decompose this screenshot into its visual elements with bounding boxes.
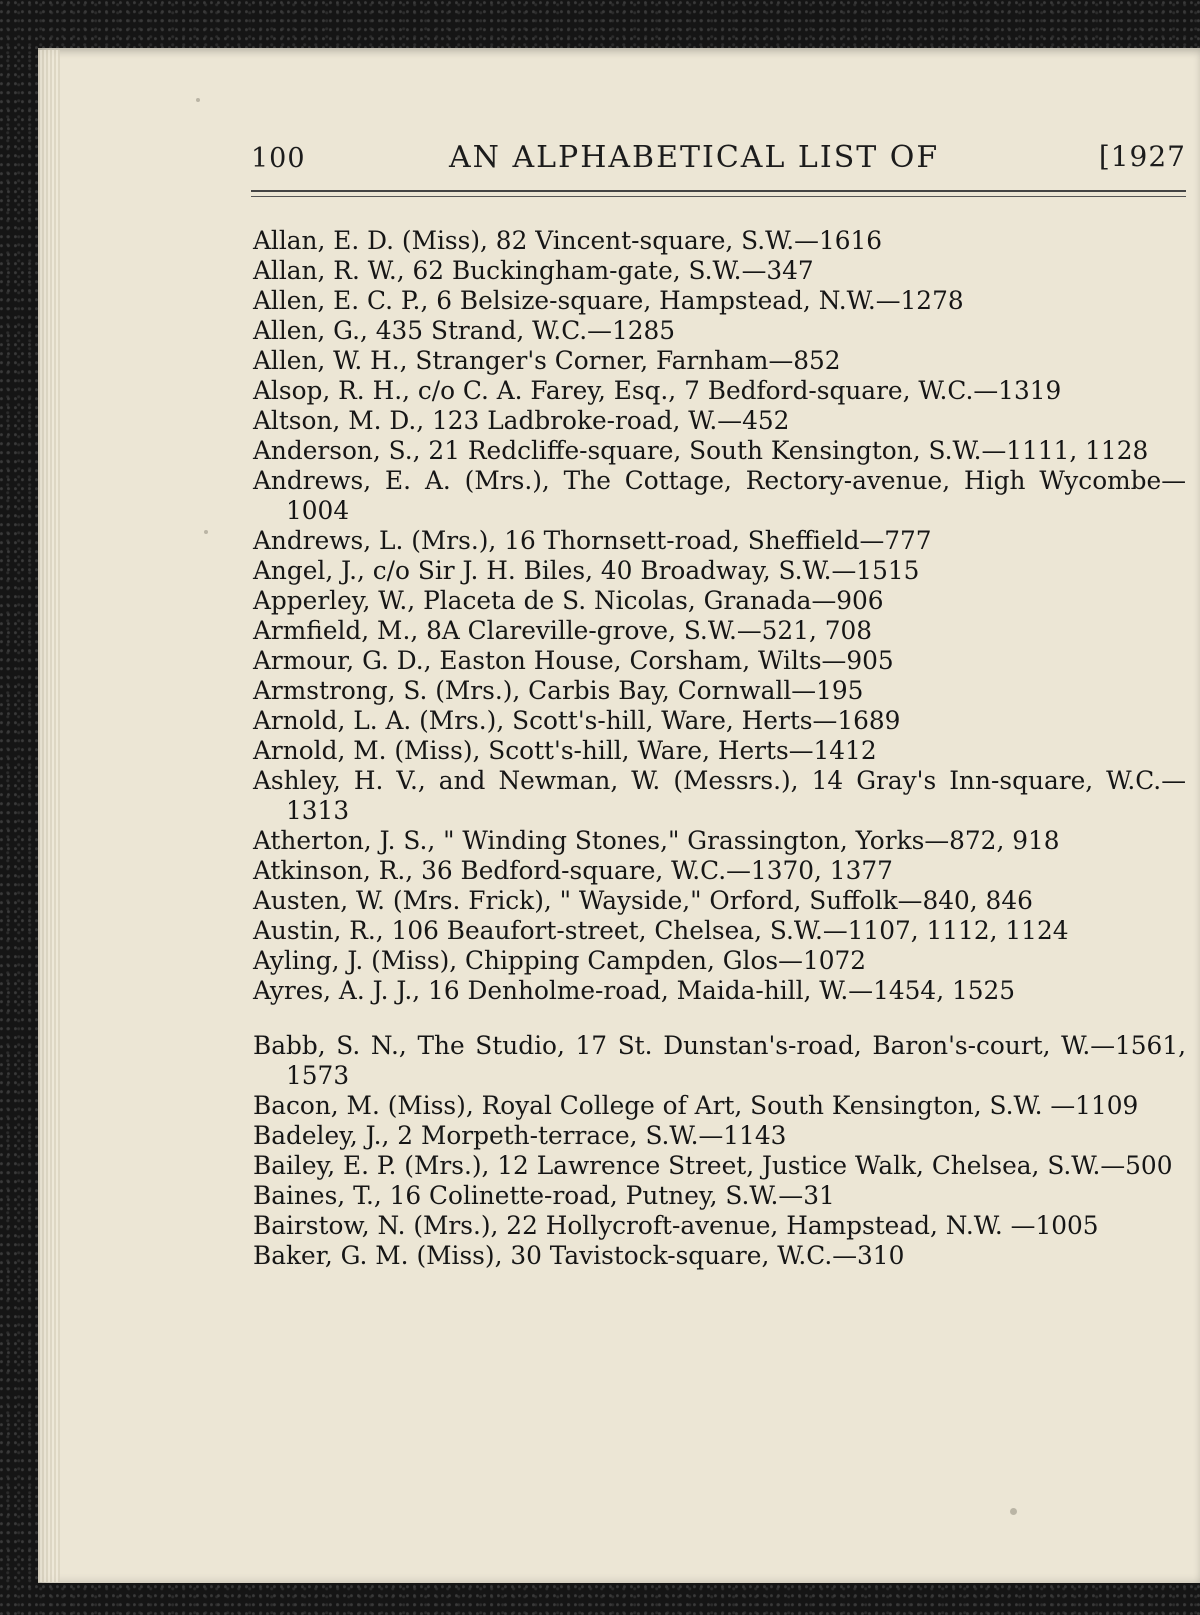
list-item: Allen, E. C. P., 6 Belsize-square, Hampstead, N.W.—1278 (253, 286, 964, 315)
year-label: [1927 (1098, 140, 1186, 173)
list-item: Allan, E. D. (Miss), 82 Vincent-square, S.W.—1616 (253, 226, 883, 255)
running-title: AN ALPHABETICAL LIST OF (449, 140, 940, 175)
list-item: Babb, S. N., The Studio, 17 St. Dunstan's-road, Baron's-court, W.—1561, 1573 (253, 1031, 1186, 1090)
paper-speck (196, 98, 200, 102)
page-number: 100 (251, 143, 306, 174)
running-header (251, 140, 1186, 180)
list-item: Atkinson, R., 36 Bedford-square, W.C.—1370, 1377 (253, 856, 893, 885)
directory-list (253, 226, 1186, 1271)
list-item: Baines, T., 16 Colinette-road, Putney, S.W.—31 (253, 1181, 835, 1210)
list-item: Ayling, J. (Miss), Chipping Campden, Glos—1072 (253, 946, 867, 975)
list-item: Ayres, A. J. J., 16 Denholme-road, Maida-hill, W.—1454, 1525 (253, 976, 1016, 1005)
list-item: Ashley, H. V., and Newman, W. (Messrs.), 14 Gray's Inn-square, W.C.—1313 (253, 766, 1186, 825)
list-item: Armfield, M., 8A Clareville-grove, S.W.—521, 708 (253, 616, 873, 645)
list-item: Angel, J., c/o Sir J. H. Biles, 40 Broadway, S.W.—1515 (253, 556, 920, 585)
list-item: Apperley, W., Placeta de S. Nicolas, Granada—906 (253, 586, 884, 615)
list-item: Badeley, J., 2 Morpeth-terrace, S.W.—1143 (253, 1121, 787, 1150)
list-item: Allan, R. W., 62 Buckingham-gate, S.W.—347 (253, 256, 814, 285)
paper-speck (1010, 1508, 1017, 1515)
list-item: Baker, G. M. (Miss), 30 Tavistock-square, W.C.—310 (253, 1241, 905, 1270)
list-item: Armour, G. D., Easton House, Corsham, Wilts—905 (253, 646, 894, 675)
list-item: Armstrong, S. (Mrs.), Carbis Bay, Cornwall—195 (253, 676, 864, 705)
list-item: Alsop, R. H., c/o C. A. Farey, Esq., 7 Bedford-square, W.C.—1319 (253, 376, 1062, 405)
list-item: Atherton, J. S., " Winding Stones," Grassington, Yorks—872, 918 (253, 826, 1060, 855)
list-item: Anderson, S., 21 Redcliffe-square, South Kensington, S.W.—1111, 1128 (253, 436, 1149, 465)
list-item: Arnold, M. (Miss), Scott's-hill, Ware, Herts—1412 (253, 736, 877, 765)
list-item: Allen, W. H., Stranger's Corner, Farnham—852 (253, 346, 841, 375)
list-item: Bacon, M. (Miss), Royal College of Art, South Kensington, S.W. —1109 (253, 1091, 1139, 1120)
list-item: Arnold, L. A. (Mrs.), Scott's-hill, Ware, Herts—1689 (253, 706, 901, 735)
list-item: Austin, R., 106 Beaufort-street, Chelsea, S.W.—1107, 1112, 1124 (253, 916, 1069, 945)
page-edges (38, 50, 60, 1582)
list-item: Allen, G., 435 Strand, W.C.—1285 (253, 316, 676, 345)
list-item: Altson, M. D., 123 Ladbroke-road, W.—452 (253, 406, 790, 435)
section-gap (253, 1006, 1186, 1031)
list-item: Austen, W. (Mrs. Frick), " Wayside," Orford, Suffolk—840, 846 (253, 886, 1033, 915)
list-item: Bairstow, N. (Mrs.), 22 Hollycroft-avenue, Hampstead, N.W. —1005 (253, 1211, 1099, 1240)
list-item: Bailey, E. P. (Mrs.), 12 Lawrence Street, Justice Walk, Chelsea, S.W.—500 (253, 1151, 1173, 1180)
paper-speck (204, 530, 208, 534)
list-item: Andrews, L. (Mrs.), 16 Thornsett-road, Sheffield—777 (253, 526, 932, 555)
header-rule (251, 190, 1186, 197)
list-item: Andrews, E. A. (Mrs.), The Cottage, Rectory-avenue, High Wycombe—1004 (253, 466, 1186, 525)
